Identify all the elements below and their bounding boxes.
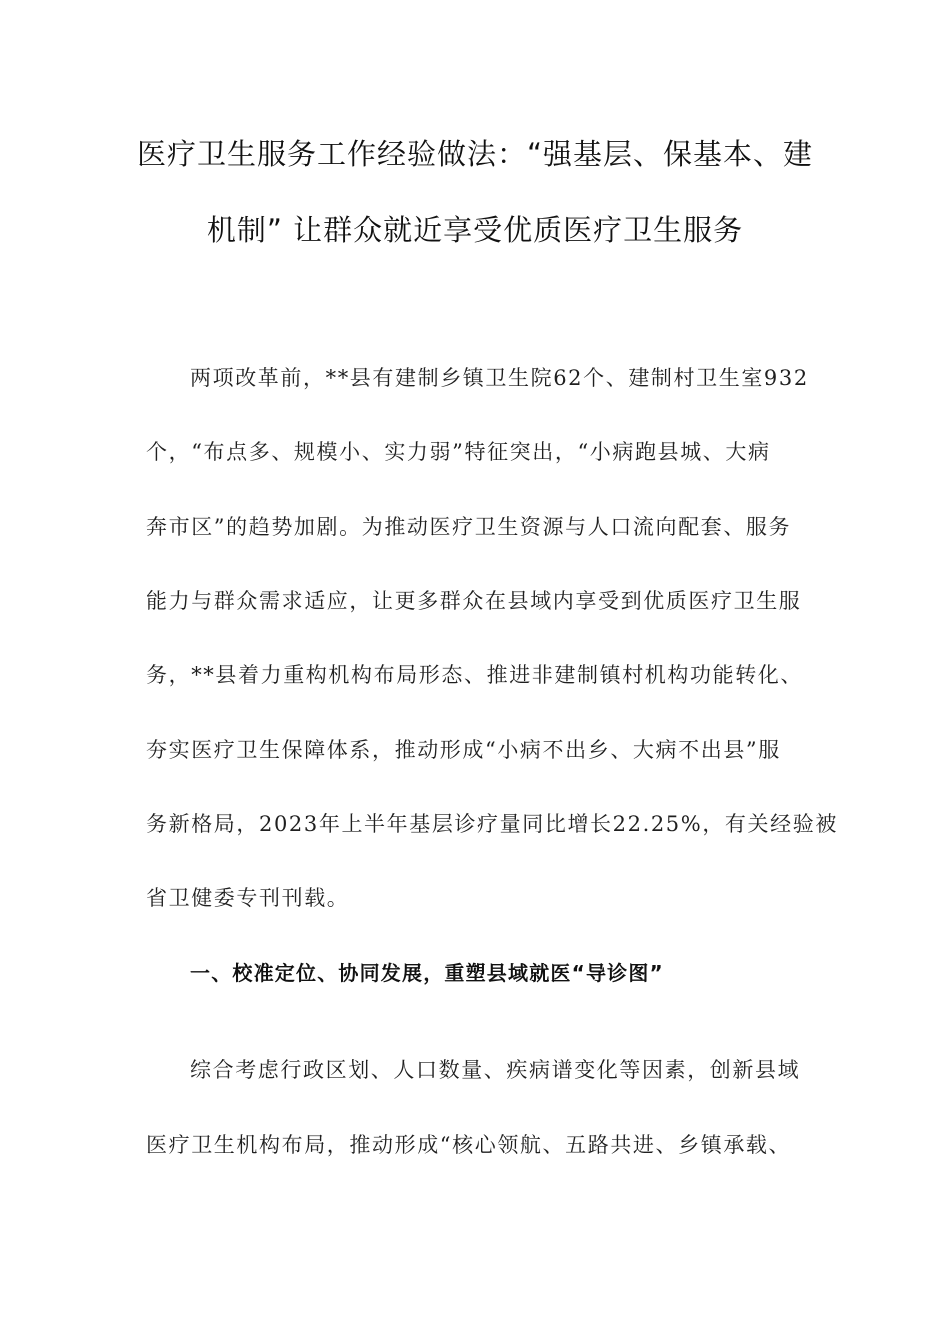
- paragraph-1-line-8: 省卫健委专刊刊载。: [146, 886, 350, 910]
- paragraph-1-line-2: 个，“布点多、规模小、实力弱”特征突出，“小病跑县城、大病: [146, 440, 771, 464]
- document-title-line-1: 医疗卫生服务工作经验做法：“强基层、保基本、建: [136, 137, 814, 171]
- paragraph-1-line-4: 能力与群众需求适应，让更多群众在县域内享受到优质医疗卫生服: [146, 589, 802, 613]
- paragraph-2-line-1: 综合考虑行政区划、人口数量、疾病谱变化等因素，创新县域: [190, 1058, 801, 1082]
- document-title-line-2: 机制” 让群众就近享受优质医疗卫生服务: [206, 213, 744, 247]
- section-1-heading: 一、校准定位、协同发展，重塑县域就医“导诊图”: [190, 961, 664, 985]
- paragraph-2-line-2: 医疗卫生机构布局，推动形成“核心领航、五路共进、乡镇承载、: [146, 1133, 792, 1157]
- paragraph-1-line-5: 务，**县着力重构机构布局形态、推进非建制镇村机构功能转化、: [146, 663, 803, 687]
- paragraph-1-line-1: 两项改革前，**县有建制乡镇卫生院62个、建制村卫生室932: [190, 366, 809, 390]
- paragraph-1-line-7: 务新格局，2023年上半年基层诊疗量同比增长22.25%，有关经验被: [146, 812, 838, 836]
- paragraph-1-line-3: 奔市区”的趋势加剧。为推动医疗卫生资源与人口流向配套、服务: [146, 515, 792, 539]
- paragraph-1-line-6: 夯实医疗卫生保障体系，推动形成“小病不出乡、大病不出县”服: [146, 738, 781, 762]
